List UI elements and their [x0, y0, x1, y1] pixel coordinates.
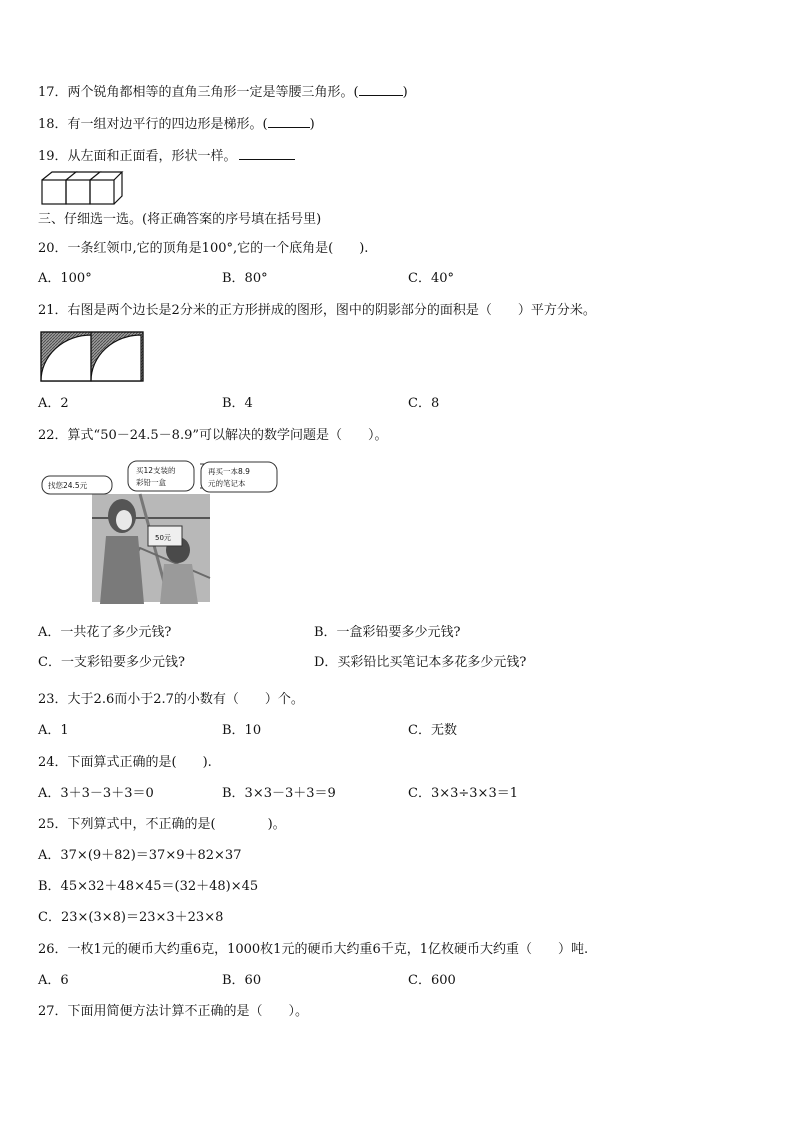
question-18: [38, 114, 315, 134]
option-c[interactable]: C．8: [408, 396, 440, 411]
question-21-text: 21．右图是两个边长是2分米的正方形拼成的图形，图中的阴影部分的面积是（ ）平方分米。: [38, 303, 596, 318]
question-22-text: 22．算式“50－24.5－8.9”可以解决的数学问题是（ ）。: [38, 428, 388, 443]
option-c[interactable]: C．23×(3×8)＝23×3＋23×8: [38, 910, 224, 925]
option-b[interactable]: B．45×32＋48×45＝(32＋48)×45: [38, 879, 259, 894]
option-a[interactable]: A．2: [38, 396, 69, 411]
answer-blank[interactable]: [268, 114, 310, 128]
option-b[interactable]: B．一盒彩铅要多少元钱?: [314, 625, 461, 640]
paren-close: ): [309, 117, 315, 132]
cube-stack-figure: [40, 170, 126, 208]
option-c[interactable]: C．一支彩铅要多少元钱?: [38, 655, 185, 670]
answer-blank[interactable]: [359, 82, 403, 96]
question-23-text: 23．大于2.6而小于2.7的小数有（ ）个。: [38, 692, 304, 707]
option-a[interactable]: A．6: [38, 973, 69, 988]
bubble-notebook-line1: 再买一本8.9: [208, 467, 250, 476]
question-26-text: 26．一枚1元的硬币大约重6克，1000枚1元的硬币大约重6千克，1亿枚硬币大约重（ ）吨.: [38, 942, 589, 957]
bubble-change: 找您24.5元: [48, 481, 88, 490]
bubble-pencils-line2: 彩铅一盒: [136, 478, 166, 487]
option-a[interactable]: A．100°: [38, 271, 92, 286]
question-19-text: 19．从左面和正面看，形状一样。: [38, 149, 237, 164]
option-a[interactable]: A．一共花了多少元钱?: [38, 625, 172, 640]
option-b[interactable]: B．60: [222, 973, 262, 988]
money-sign-label: 50元: [155, 534, 171, 542]
question-17: [38, 82, 408, 102]
shopping-illustration: [40, 458, 212, 604]
bubble-pencils-line1: 买12支装的: [136, 466, 176, 475]
question-25-text: 25．下列算式中，不正确的是( )。: [38, 817, 286, 832]
option-b[interactable]: B．3×3－3＋3＝9: [222, 786, 336, 801]
bubble-notebook-line2: 元的笔记本: [208, 479, 246, 488]
notebook-bubble: [200, 461, 280, 495]
answer-blank[interactable]: [239, 146, 295, 160]
option-a[interactable]: A．37×(9＋82)＝37×9＋82×37: [38, 848, 242, 863]
option-d[interactable]: D．买彩铅比买笔记本多花多少元钱?: [314, 655, 527, 670]
question-27-text: 27．下面用简便方法计算不正确的是（ ）。: [38, 1004, 309, 1019]
question-24-text: 24．下面算式正确的是( ).: [38, 755, 212, 770]
option-b[interactable]: B．4: [222, 396, 253, 411]
option-b[interactable]: B．80°: [222, 271, 268, 286]
option-b[interactable]: B．10: [222, 723, 262, 738]
option-c[interactable]: C．无数: [408, 723, 457, 738]
question-19: [38, 146, 295, 166]
question-18-text: 18．有一组对边平行的四边形是梯形。(: [38, 117, 268, 132]
option-c[interactable]: C．600: [408, 973, 456, 988]
question-17-text: 17．两个锐角都相等的直角三角形一定是等腰三角形。(: [38, 85, 359, 100]
section-heading: 三、仔细选一选。(将正确答案的序号填在括号里): [38, 212, 322, 227]
question-20-text: 20．一条红领巾,它的顶角是100°,它的一个底角是( ).: [38, 241, 369, 256]
paren-close: ): [402, 85, 408, 100]
shaded-squares-figure: [40, 331, 144, 383]
option-a[interactable]: A．3＋3－3＋3＝0: [38, 786, 154, 801]
option-c[interactable]: C．3×3÷3×3＝1: [408, 786, 518, 801]
option-c[interactable]: C．40°: [408, 271, 454, 286]
option-a[interactable]: A．1: [38, 723, 69, 738]
